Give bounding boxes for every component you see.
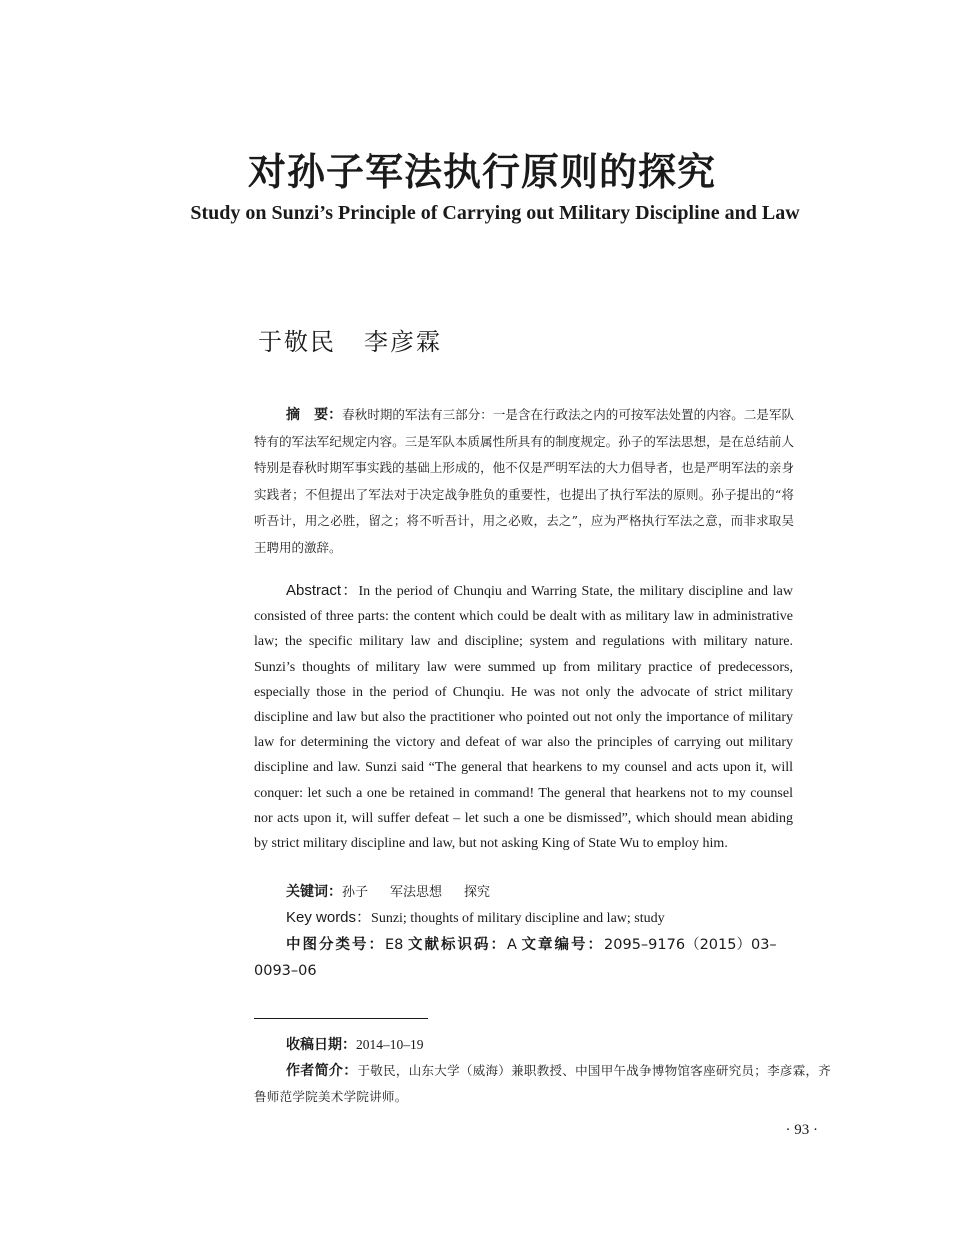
- keyword-item: 军法思想: [390, 885, 443, 900]
- footnote-received: [254, 1032, 832, 1058]
- keyword-item: 孙子: [342, 885, 369, 900]
- article-number-label: 文章编号：: [521, 937, 605, 953]
- clc-value: E8: [385, 937, 404, 953]
- page-number: · 93 ·: [785, 1122, 818, 1138]
- author-list: [258, 322, 442, 357]
- abstract-cn: [254, 402, 794, 561]
- received-label: 收稿日期：: [286, 1037, 356, 1053]
- author-name: 于敬民: [258, 328, 336, 356]
- clc-label: 中图分类号：: [286, 937, 385, 953]
- article-title-cn: 对孙子军法执行原则的探究: [247, 150, 716, 194]
- doc-code-value: A: [507, 937, 517, 953]
- article-number-value: 2095–9176（2015）03–0093–06: [254, 937, 777, 979]
- keyword-item: 探究: [464, 885, 491, 900]
- classification-line: [254, 932, 794, 984]
- doc-code-label: 文献标识码：: [408, 937, 507, 953]
- keywords-en-label: Key words：: [286, 909, 372, 926]
- abstract-cn-label: 摘 要：: [286, 407, 343, 423]
- author-bio-text: 于敬民，山东大学（威海）兼职教授、中国甲午战争博物馆客座研究员；李彦霖，齐鲁师范学院美术学院讲师。: [254, 1063, 832, 1104]
- received-date: 2014–10–19: [356, 1037, 424, 1052]
- keywords-cn: [286, 880, 490, 905]
- abstract-en: [254, 578, 793, 856]
- abstract-en-text: In the period of Chunqiu and Warring State, the military discipline and law consisted of three parts: the content which could be dealt with as military law in administrative law; the specific military law and discipline; system and regulations with military nature. Sunzi’s thoughts of military law were summed up from military practice of predecessors, especially those in the period of Chunqiu. He was not only the advocate of strict military discipline and law but also the practitioner who pointed out not only the importance of military law for determining the victory and defeat of war also the principles of carrying out military discipline and law. Sunzi said “The general that hearkens to my counsel and acts upon it, will conquer: let such a one be retained in command! The general that hearkens not to my counsel nor acts upon it, will suffer defeat – let such a one be dismissed”, which should mean abiding by strict military discipline and law, but not asking King of State Wu to employ him.: [254, 584, 793, 852]
- keywords-cn-label: 关键词：: [286, 884, 342, 900]
- keywords-en: [286, 906, 665, 931]
- author-name: 李彦霖: [364, 328, 442, 356]
- author-bio-label: 作者简介：: [286, 1063, 358, 1079]
- abstract-cn-text: 春秋时期的军法有三部分：一是含在行政法之内的可按军法处置的内容。二是军队特有的军法军纪规定内容。三是军队本质属性所具有的制度规定。孙子的军法思想，是在总结前人特别是春秋时期军事实践的基础上形成的，他不仅是严明军法的大力倡导者，也是严明军法的亲身实践者；不但提出了军法对于决定战争胜负的重要性，也提出了执行军法的原则。孙子提出的“将听吾计，用之必胜，留之；将不听吾计，用之必败，去之”，应为严格执行军法之意，而非求取吴王聘用的激辞。: [254, 407, 795, 555]
- abstract-en-label: Abstract：: [286, 582, 359, 599]
- footnote-divider: [254, 1018, 428, 1019]
- article-title-en: Study on Sunzi’s Principle of Carrying out Military Discipline and Law: [190, 202, 800, 224]
- footnote-author-bio: [254, 1058, 832, 1110]
- keywords-en-text: Sunzi; thoughts of military discipline and law; study: [371, 911, 665, 926]
